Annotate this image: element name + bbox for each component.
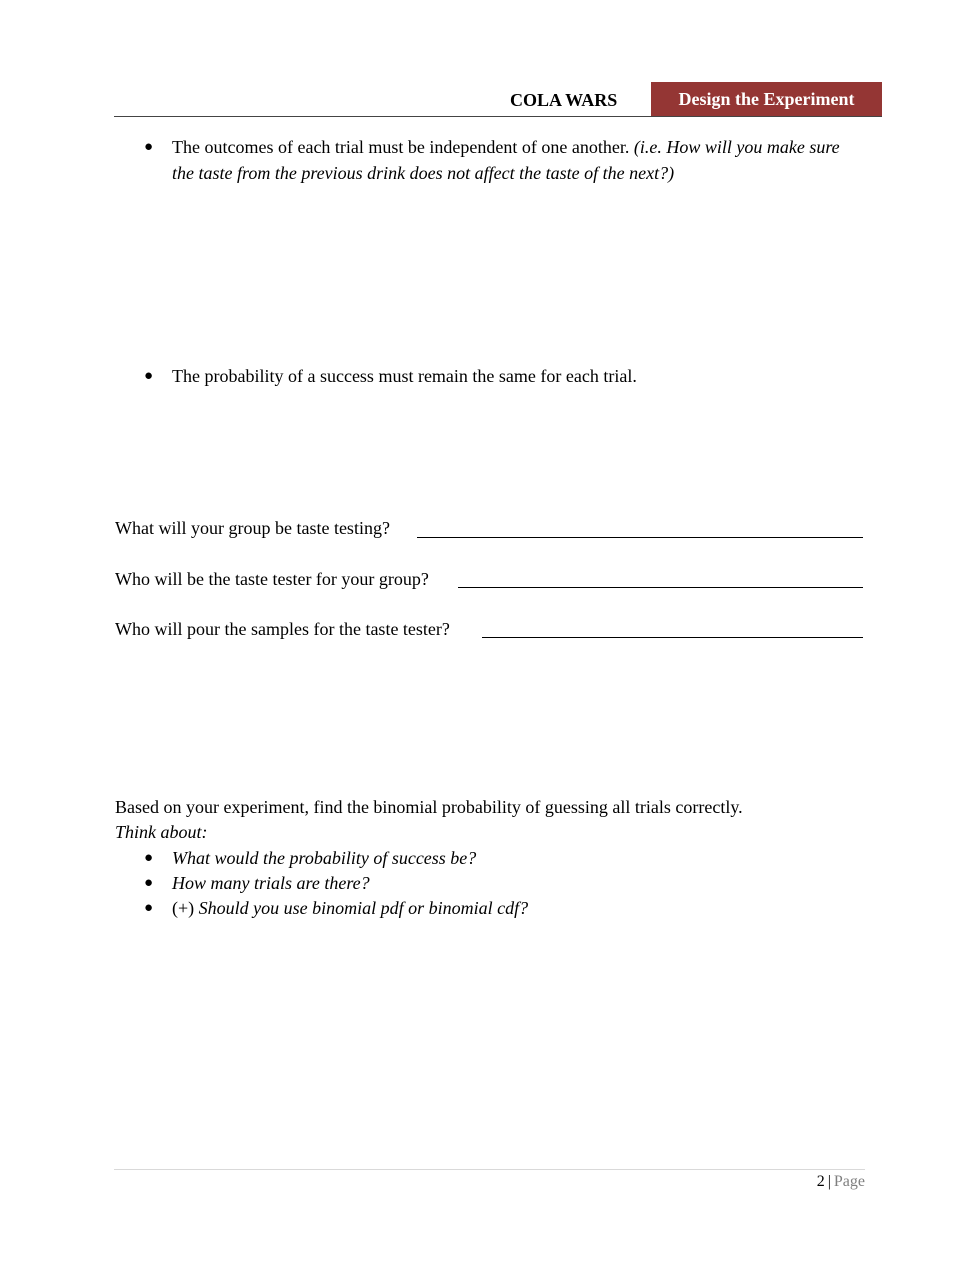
footer-divider (114, 1169, 865, 1170)
bullet-dot-icon: ● (144, 139, 154, 155)
page-footer (817, 1172, 865, 1192)
bullet-dot-icon: ● (144, 850, 154, 866)
page-number: 2 (816, 1173, 825, 1190)
bullet-independence (172, 134, 862, 186)
bullet-dot-icon: ● (144, 900, 154, 916)
answer-line-pour-samples[interactable] (482, 637, 863, 638)
think-item-pdf-cdf (172, 895, 528, 921)
header-title: COLA WARS (510, 90, 618, 110)
bullet-independence-note: (i.e. How will you make sure the taste from the previous drink does not affect the taste of the next?) (172, 137, 840, 183)
think-item-prefix: (+) (172, 898, 195, 918)
page-separator: | (827, 1173, 831, 1190)
answer-line-taste-tester[interactable] (458, 587, 863, 588)
bullet-dot-icon: ● (144, 368, 154, 384)
think-item-pdf-cdf-text: Should you use binomial pdf or binomial cdf? (198, 898, 529, 918)
section-badge: Design the Experiment (651, 82, 882, 117)
answer-line-taste-testing[interactable] (417, 537, 863, 538)
page-word: Page (833, 1173, 865, 1190)
question-pour-samples: Who will pour the samples for the taste tester? (115, 619, 450, 639)
header-divider (114, 116, 882, 117)
think-item-trials: How many trials are there? (172, 873, 370, 893)
bullet-dot-icon: ● (144, 875, 154, 891)
bullet-probability: The probability of a success must remain the same for each trial. (172, 366, 637, 386)
think-about-label: Think about: (115, 822, 208, 842)
question-taste-testing: What will your group be taste testing? (115, 518, 390, 538)
think-item-probability: What would the probability of success be? (172, 848, 477, 868)
bullet-independence-text: The outcomes of each trial must be independent of one another. (172, 137, 630, 157)
task-prompt: Based on your experiment, find the binomial probability of guessing all trials correctly. (115, 797, 743, 817)
question-taste-tester: Who will be the taste tester for your group? (115, 569, 429, 589)
